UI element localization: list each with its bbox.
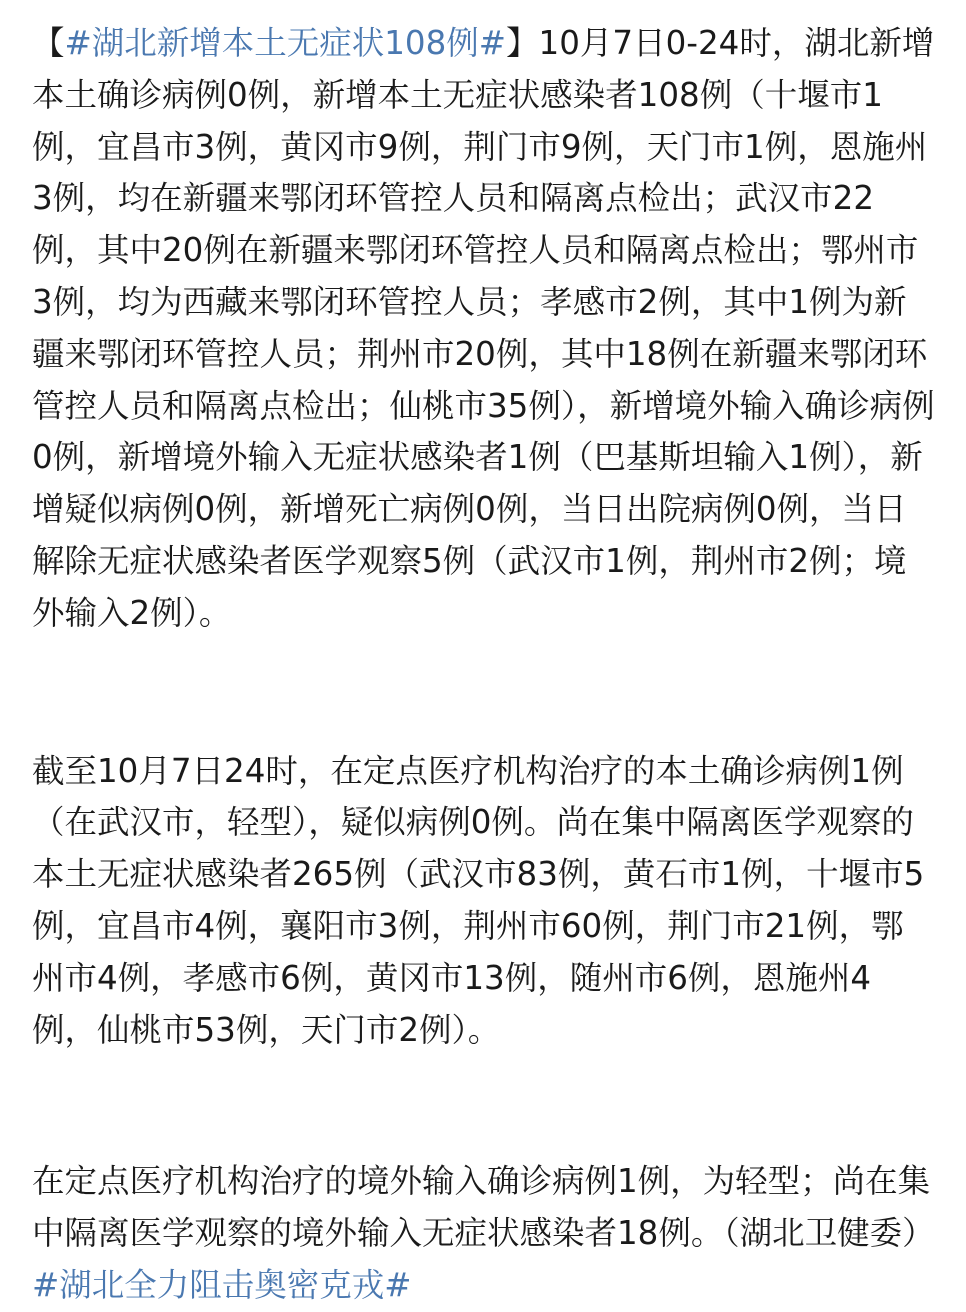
bracket-close: 】 bbox=[506, 24, 539, 62]
post-paragraph-2 bbox=[32, 746, 936, 1057]
paragraph-spacer bbox=[32, 1056, 936, 1156]
weibo-post-body bbox=[32, 18, 936, 1312]
post-paragraph-3 bbox=[32, 1156, 936, 1311]
post-paragraph-1 bbox=[32, 18, 936, 640]
bracket-open: 【 bbox=[32, 24, 65, 62]
paragraph-2-text: 截至10月7日24时，在定点医疗机构治疗的本土确诊病例1例（在武汉市，轻型），疑似病例0例。尚在集中隔离医学观察的本土无症状感染者265例（武汉市83例，黄石市1例，十堰市5例，宜昌市4例，襄阳市3例，荆州市60例，荆门市21例，鄂州市4例，孝感市6例，黄冈市13例，随州市6例，恩施州4例，仙桃市53例，天门市2例）。 bbox=[32, 751, 925, 1049]
paragraph-spacer bbox=[32, 640, 936, 746]
paragraph-1-text: 10月7日0-24时，湖北新增本土确诊病例0例，新增本土无症状感染者108例（十堰市1例，宜昌市3例，黄冈市9例，荆门市9例，天门市1例，恩施州3例，均在新疆来鄂闭环管控人员和隔离点检出；武汉市22例，其中20例在新疆来鄂闭环管控人员和隔离点检出；鄂州市3例，均为西藏来鄂闭环管控人员；孝感市2例，其中1例为新疆来鄂闭环管控人员；荆州市20例，其中18例在新疆来鄂闭环管控人员和隔离点检出；仙桃市35例），新增境外输入确诊病例0例，新增境外输入无症状感染者1例（巴基斯坦输入1例），新增疑似病例0例，新增死亡病例0例，当日出院病例0例，当日解除无症状感染者医学观察5例（武汉市1例，荆州市2例；境外输入2例）。 bbox=[32, 24, 935, 632]
topic-link-footer[interactable]: #湖北全力阻击奥密克戎# bbox=[32, 1265, 412, 1304]
source-label: （湖北卫健委） bbox=[723, 1214, 935, 1253]
paragraph-3-text: 在定点医疗机构治疗的境外输入确诊病例1例，为轻型；尚在集中隔离医学观察的境外输入无症状感染者18例。 bbox=[32, 1162, 931, 1253]
topic-link-headline[interactable]: #湖北新增本土无症状108例# bbox=[64, 24, 507, 62]
